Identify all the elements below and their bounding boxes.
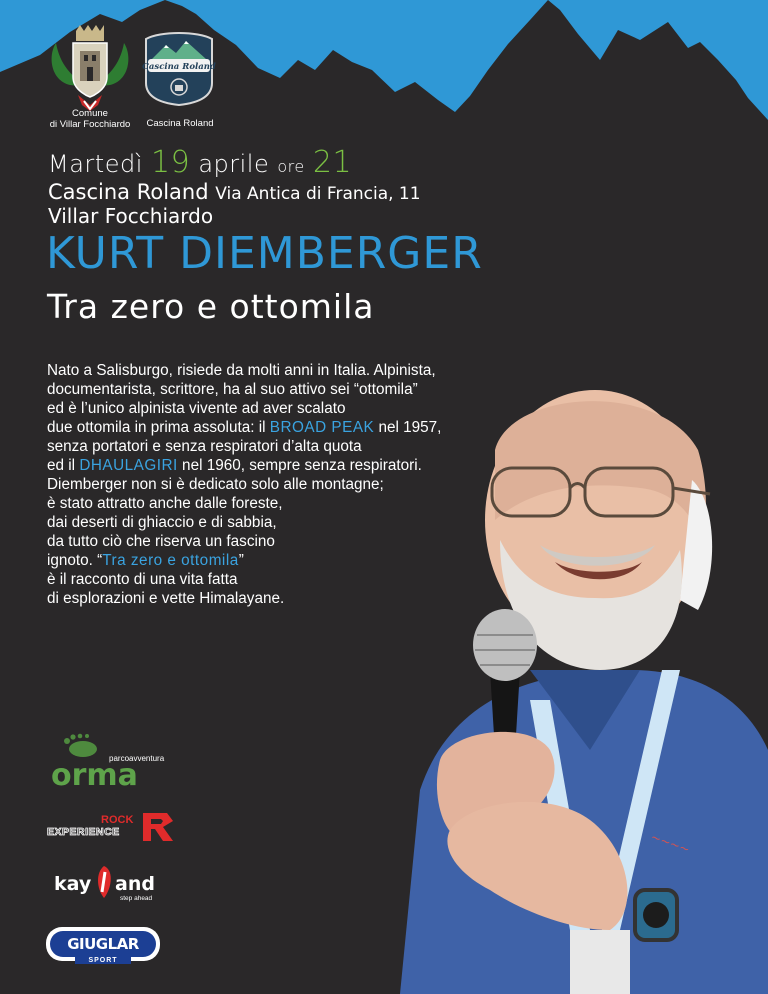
sponsor-orma-logo	[45, 733, 175, 793]
event-town: Villar Focchiardo	[48, 204, 214, 228]
cascina-caption: Cascina Roland	[146, 118, 214, 129]
event-date-number: 19	[151, 145, 191, 180]
svg-text:ROCK: ROCK	[101, 814, 134, 826]
sponsor-rock-experience-logo	[45, 807, 175, 847]
cascina-roland-badge-icon	[142, 33, 216, 105]
talk-title-highlight: Tra zero e ottomila	[102, 552, 239, 569]
svg-text:step ahead: step ahead	[120, 895, 153, 902]
comune-crest-icon	[52, 25, 129, 111]
svg-text:parcoavventura: parcoavventura	[109, 754, 165, 763]
event-venue: Cascina Roland Via Antica di Francia, 11	[48, 180, 421, 204]
talk-title: Tra zero e ottomila	[47, 287, 375, 326]
sponsor-kayland-logo	[52, 862, 172, 902]
svg-text:and: and	[115, 873, 155, 895]
comune-caption: Comune di Villar Focchiardo	[49, 108, 131, 130]
speaker-name: KURT DIEMBERGER	[46, 228, 483, 279]
svg-text:EXPERIENCE: EXPERIENCE	[47, 826, 120, 838]
svg-text:orma: orma	[51, 758, 138, 793]
event-hour: 21	[312, 145, 353, 180]
rock-r-mark-icon	[143, 813, 173, 841]
footprint-icon	[64, 734, 97, 757]
svg-text:kay: kay	[54, 873, 92, 895]
svg-text:GIUGLAR: GIUGLAR	[67, 935, 139, 953]
event-address: Via Antica di Francia, 11	[215, 184, 421, 204]
broad-peak-highlight: BROAD PEAK	[269, 419, 375, 436]
svg-text:SPORT: SPORT	[88, 957, 118, 964]
svg-text:Cascina Roland: Cascina Roland	[142, 62, 216, 72]
speaker-bio: Nato a Salisburgo, risiede da molti anni in Italia. Alpinista, documentarista, scrittore, ha al suo attivo sei “ottomila” ed è l’unico alpinista vivente ad aver scalato due ottomila in prima assoluta: il BROAD PEAK nel 1957, senza portatori e senza respiratori d’alta quota ed il DHAULAGIRI nel 1960, sempre senza respiratori. Diemberger non si è dedicato solo alle montagne; è stato attratto anche dalle foreste, dai deserti di ghiaccio e di sabbia, da tutto ciò che riserva un fascino ignoto. “Tra zero e ottomila” è il racconto di una vita fatta di esplorazioni e vette Himalayane.	[47, 362, 442, 607]
event-date-time: Martedì 19 aprile ore 21	[48, 145, 353, 180]
svg-text:~~~~: ~~~~	[648, 829, 692, 857]
dhaulagiri-highlight: DHAULAGIRI	[79, 457, 178, 474]
sponsor-giuglar-logo	[45, 926, 161, 966]
